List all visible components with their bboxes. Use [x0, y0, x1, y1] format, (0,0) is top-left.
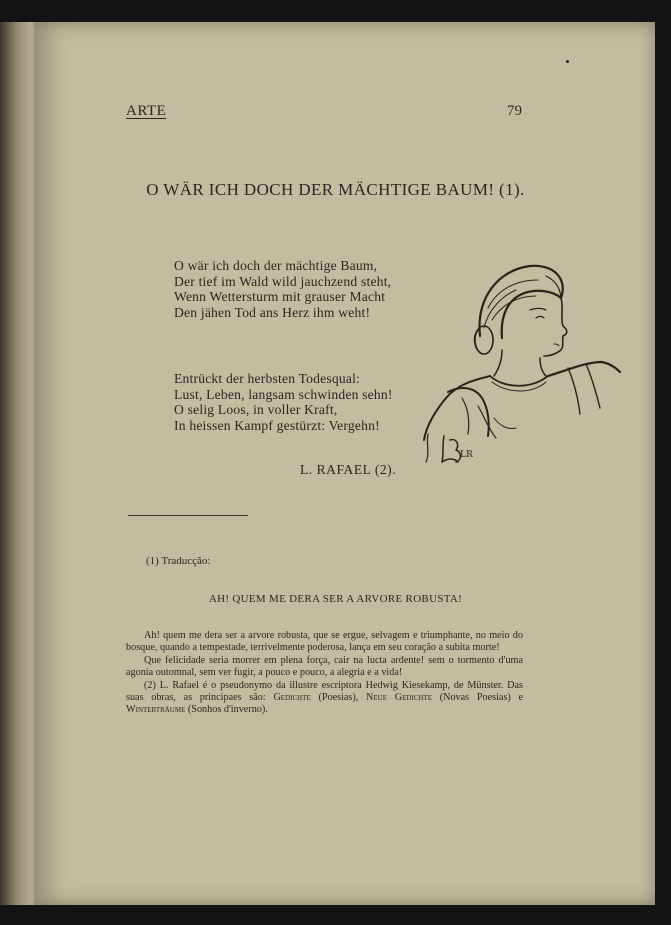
poem-line: O wär ich doch der mächtige Baum, [174, 258, 378, 273]
footnote-rule [128, 515, 248, 516]
paper-speck [566, 60, 569, 63]
poem-line: Den jähen Tod ans Herz ihm weht! [174, 304, 371, 320]
poem-line: Wenn Wettersturm mit grauser Macht [174, 289, 386, 304]
running-head: ARTE [126, 103, 167, 119]
poem-stanza-2 [174, 371, 393, 433]
work-title: Gedichte [273, 692, 311, 704]
poem-line: Entrückt der herbsten Todesqual: [174, 371, 361, 386]
translation-title: AH! QUEM ME DERA SER A ARVORE ROBUSTA! [208, 593, 463, 605]
page-number: 79 [507, 103, 522, 119]
work-translation: (Poesias), [318, 692, 359, 704]
portrait-signature: LR [460, 450, 473, 460]
work-translation: (Novas Poesias) e [439, 692, 524, 704]
work-title: Neue Gedichte [366, 692, 433, 704]
footnote-paragraph [126, 680, 523, 717]
work-translation: (Sonhos d'inverno). [187, 704, 268, 716]
footnote-paragraph: Ah! quem me dera ser a arvore robusta, que se ergue, selvagem e triumphante, no meio do bosque, quando a tempestade, terrivelmente poderosa, lança em seu coração a subita morte! [126, 630, 523, 654]
footnote-text: (2) L. Rafael é o pseudonymo da illustre escriptora Hedwig Kiesekamp, de Münster. Das suas obras, as principaes são: [126, 679, 523, 704]
poem-line: Lust, Leben, langsam schwinden sehn! [174, 386, 393, 402]
work-title: Winterträume [126, 704, 186, 716]
poem-line: O selig Loos, in voller Kraft, [174, 402, 338, 417]
portrait-sketch [418, 258, 623, 468]
footnote-paragraph: Que felicidade seria morrer em plena força, cair na lucta ardente! sem o tormento d'uma agonia outomnal, sem ver fugir, a pouco e pouco, a alegria e a vida! [126, 654, 523, 679]
poem-stanza-1 [174, 258, 391, 320]
footnote-heading: (1) Traducção: [146, 555, 211, 567]
footnotes-body [126, 630, 523, 717]
poem-line: In heissen Kampf gestürzt: Vergehn! [174, 417, 380, 433]
poem-title: O WÄR ICH DOCH DER MÄCHTIGE BAUM! (1). [146, 180, 525, 199]
poem-author: L. RAFAEL (2). [300, 462, 397, 477]
poem-line: Der tief im Wald wild jauchzend steht, [174, 273, 392, 289]
